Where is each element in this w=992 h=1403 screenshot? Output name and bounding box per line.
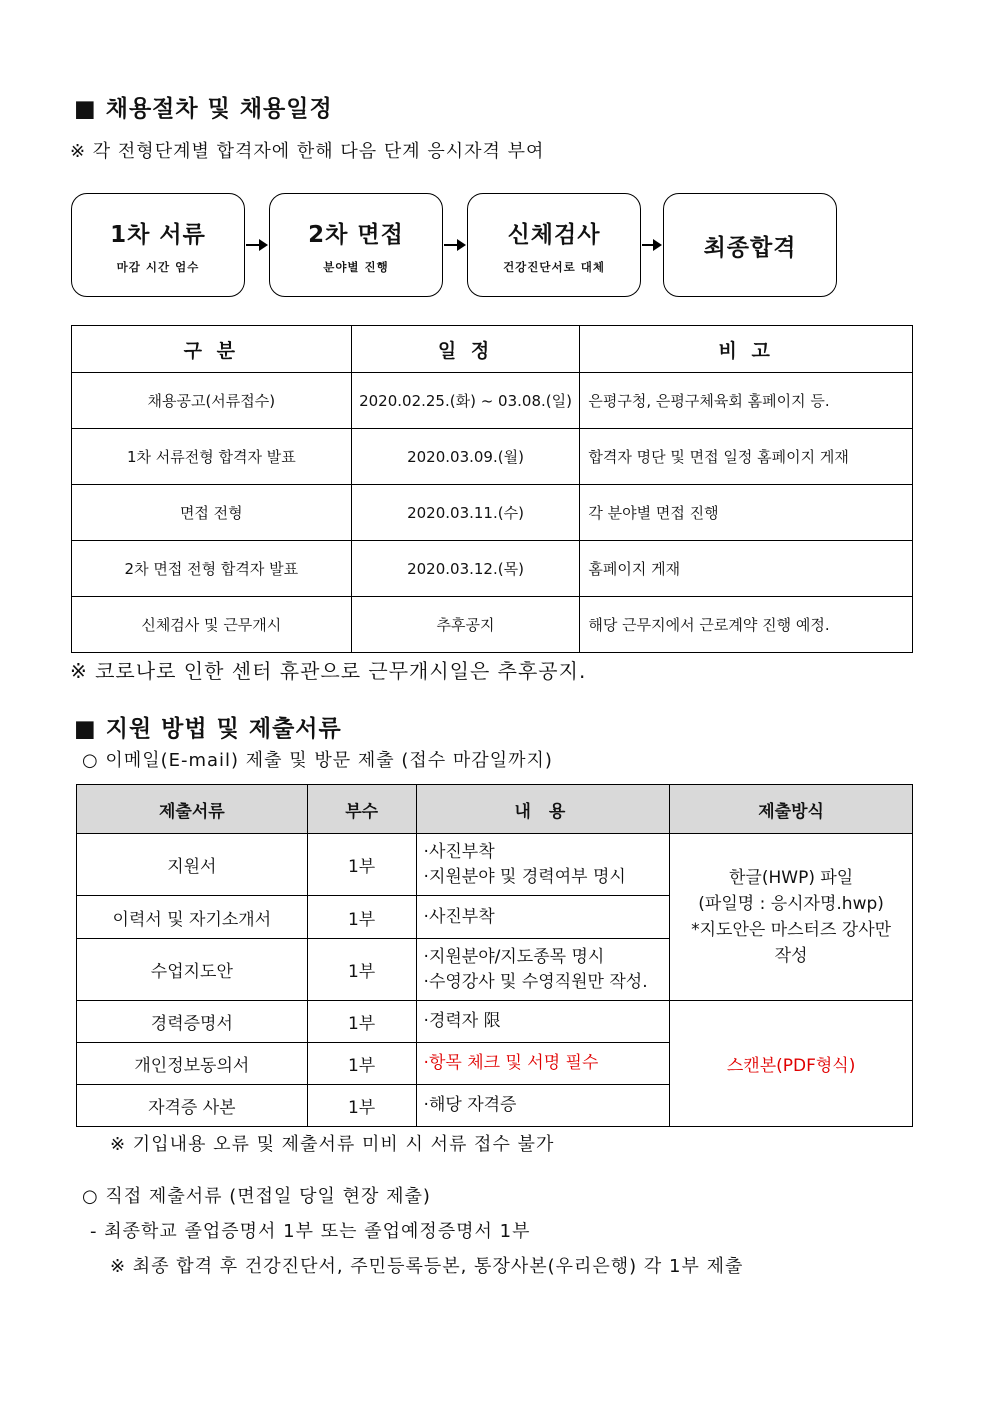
cell-content bbox=[416, 834, 670, 896]
method-line: *지도안은 마스터즈 강사만 bbox=[691, 920, 892, 940]
schedule-note: ※ 코로나로 인한 센터 휴관으로 근무개시일은 추후공지. bbox=[70, 659, 587, 683]
final-pass-note: ※ 최종 합격 후 건강진단서, 주민등록등본, 통장사본(우리은행) 각 1부 제출 bbox=[110, 1256, 744, 1277]
table-header-row bbox=[72, 326, 913, 373]
cell-category: 2차 면접 전형 합격자 발표 bbox=[72, 541, 352, 597]
content-line: ·지원분야 및 경력여부 명시 bbox=[423, 866, 626, 887]
method-line: (파일명 : 응시자명.hwp) bbox=[698, 894, 884, 914]
direct-submission-item: - 최종학교 졸업증명서 1부 또는 졸업예정증명서 1부 bbox=[90, 1221, 531, 1242]
content-line: ·경력자 限 bbox=[423, 1011, 501, 1031]
schedule-table bbox=[71, 325, 913, 653]
flow-step-1 bbox=[71, 193, 245, 297]
table-row bbox=[72, 541, 913, 597]
cell-category: 채용공고(서류접수) bbox=[72, 373, 352, 429]
cell-count: 1부 bbox=[307, 939, 416, 1001]
content-line: ·사진부착 bbox=[423, 906, 495, 927]
flow-step-sub: 마감 시간 엄수 bbox=[116, 259, 200, 274]
cell-document: 경력증명서 bbox=[77, 1001, 308, 1043]
process-note: ※ 각 전형단계별 합격자에 한해 다음 단계 응시자격 부여 bbox=[70, 141, 545, 162]
flow-step-sub: 분야별 진행 bbox=[323, 259, 389, 274]
header-document: 제출서류 bbox=[77, 785, 308, 834]
cell-content bbox=[416, 896, 670, 939]
cell-content bbox=[416, 1085, 670, 1127]
documents-table bbox=[76, 784, 913, 1127]
flow-step-sub: 건강진단서로 대체 bbox=[503, 259, 605, 274]
flow-step-title: 2차 면접 bbox=[308, 221, 404, 248]
section-title-application: ■ 지원 방법 및 제출서류 bbox=[74, 716, 342, 742]
cell-remark: 각 분야별 면접 진행 bbox=[580, 485, 913, 541]
table-row bbox=[77, 1001, 913, 1043]
arrow-right-icon bbox=[642, 244, 660, 246]
table-header-row bbox=[77, 785, 913, 834]
direct-submission-title: ○ 직접 제출서류 (면접일 당일 현장 제출) bbox=[82, 1186, 431, 1207]
content-line: ·수영강사 및 수영직원만 작성. bbox=[423, 971, 648, 992]
table-row bbox=[72, 597, 913, 653]
cell-date: 2020.02.25.(화) ~ 03.08.(일) bbox=[351, 373, 580, 429]
content-line: ·항목 체크 및 서명 필수 bbox=[423, 1053, 599, 1073]
cell-content bbox=[416, 939, 670, 1001]
flow-step-title: 1차 서류 bbox=[110, 221, 206, 248]
cell-remark: 해당 근무지에서 근로계약 진행 예정. bbox=[580, 597, 913, 653]
header-content: 내 용 bbox=[416, 785, 670, 834]
cell-document: 지원서 bbox=[77, 834, 308, 896]
content-line: ·사진부착 bbox=[423, 841, 495, 862]
cell-count: 1부 bbox=[307, 834, 416, 896]
arrow-right-icon bbox=[444, 244, 464, 246]
content-line: ·해당 자격증 bbox=[423, 1095, 517, 1115]
content-line: ·지원분야/지도종목 명시 bbox=[423, 946, 605, 967]
cell-remark: 합격자 명단 및 면접 일정 홈페이지 게재 bbox=[580, 429, 913, 485]
cell-category: 1차 서류전형 합격자 발표 bbox=[72, 429, 352, 485]
cell-count: 1부 bbox=[307, 1043, 416, 1085]
documents-note: ※ 기입내용 오류 및 제출서류 미비 시 서류 접수 불가 bbox=[110, 1134, 555, 1155]
cell-content bbox=[416, 1043, 670, 1085]
table-row bbox=[72, 485, 913, 541]
cell-date: 2020.03.09.(월) bbox=[351, 429, 580, 485]
cell-count: 1부 bbox=[307, 1001, 416, 1043]
cell-document: 자격증 사본 bbox=[77, 1085, 308, 1127]
cell-count: 1부 bbox=[307, 1085, 416, 1127]
arrow-right-icon bbox=[246, 244, 266, 246]
header-schedule: 일 정 bbox=[351, 326, 580, 373]
flow-step-title: 최종합격 bbox=[703, 234, 797, 261]
cell-date: 2020.03.12.(목) bbox=[351, 541, 580, 597]
section-title-process: ■ 채용절차 및 채용일정 bbox=[74, 96, 333, 122]
header-remarks: 비 고 bbox=[580, 326, 913, 373]
flow-step-4 bbox=[663, 193, 837, 297]
table-row bbox=[72, 373, 913, 429]
flow-step-2 bbox=[269, 193, 443, 297]
cell-count: 1부 bbox=[307, 896, 416, 939]
method-line: 작성 bbox=[774, 946, 808, 966]
submission-method: ○ 이메일(E-mail) 제출 및 방문 제출 (접수 마감일까지) bbox=[82, 750, 553, 771]
cell-document: 이력서 및 자기소개서 bbox=[77, 896, 308, 939]
cell-method-hwp bbox=[670, 834, 913, 1001]
table-row bbox=[72, 429, 913, 485]
cell-content bbox=[416, 1001, 670, 1043]
cell-date: 2020.03.11.(수) bbox=[351, 485, 580, 541]
cell-category: 면접 전형 bbox=[72, 485, 352, 541]
flow-step-3 bbox=[467, 193, 641, 297]
flow-step-title: 신체검사 bbox=[507, 221, 601, 248]
cell-method-pdf: 스캔본(PDF형식) bbox=[670, 1001, 913, 1127]
cell-remark: 은평구청, 은평구체육회 홈페이지 등. bbox=[580, 373, 913, 429]
cell-category: 신체검사 및 근무개시 bbox=[72, 597, 352, 653]
cell-document: 개인정보동의서 bbox=[77, 1043, 308, 1085]
method-line: 한글(HWP) 파일 bbox=[729, 868, 854, 888]
header-count: 부수 bbox=[307, 785, 416, 834]
cell-document: 수업지도안 bbox=[77, 939, 308, 1001]
header-method: 제출방식 bbox=[670, 785, 913, 834]
table-row bbox=[77, 834, 913, 896]
cell-remark: 홈페이지 게재 bbox=[580, 541, 913, 597]
cell-date: 추후공지 bbox=[351, 597, 580, 653]
header-category: 구 분 bbox=[72, 326, 352, 373]
